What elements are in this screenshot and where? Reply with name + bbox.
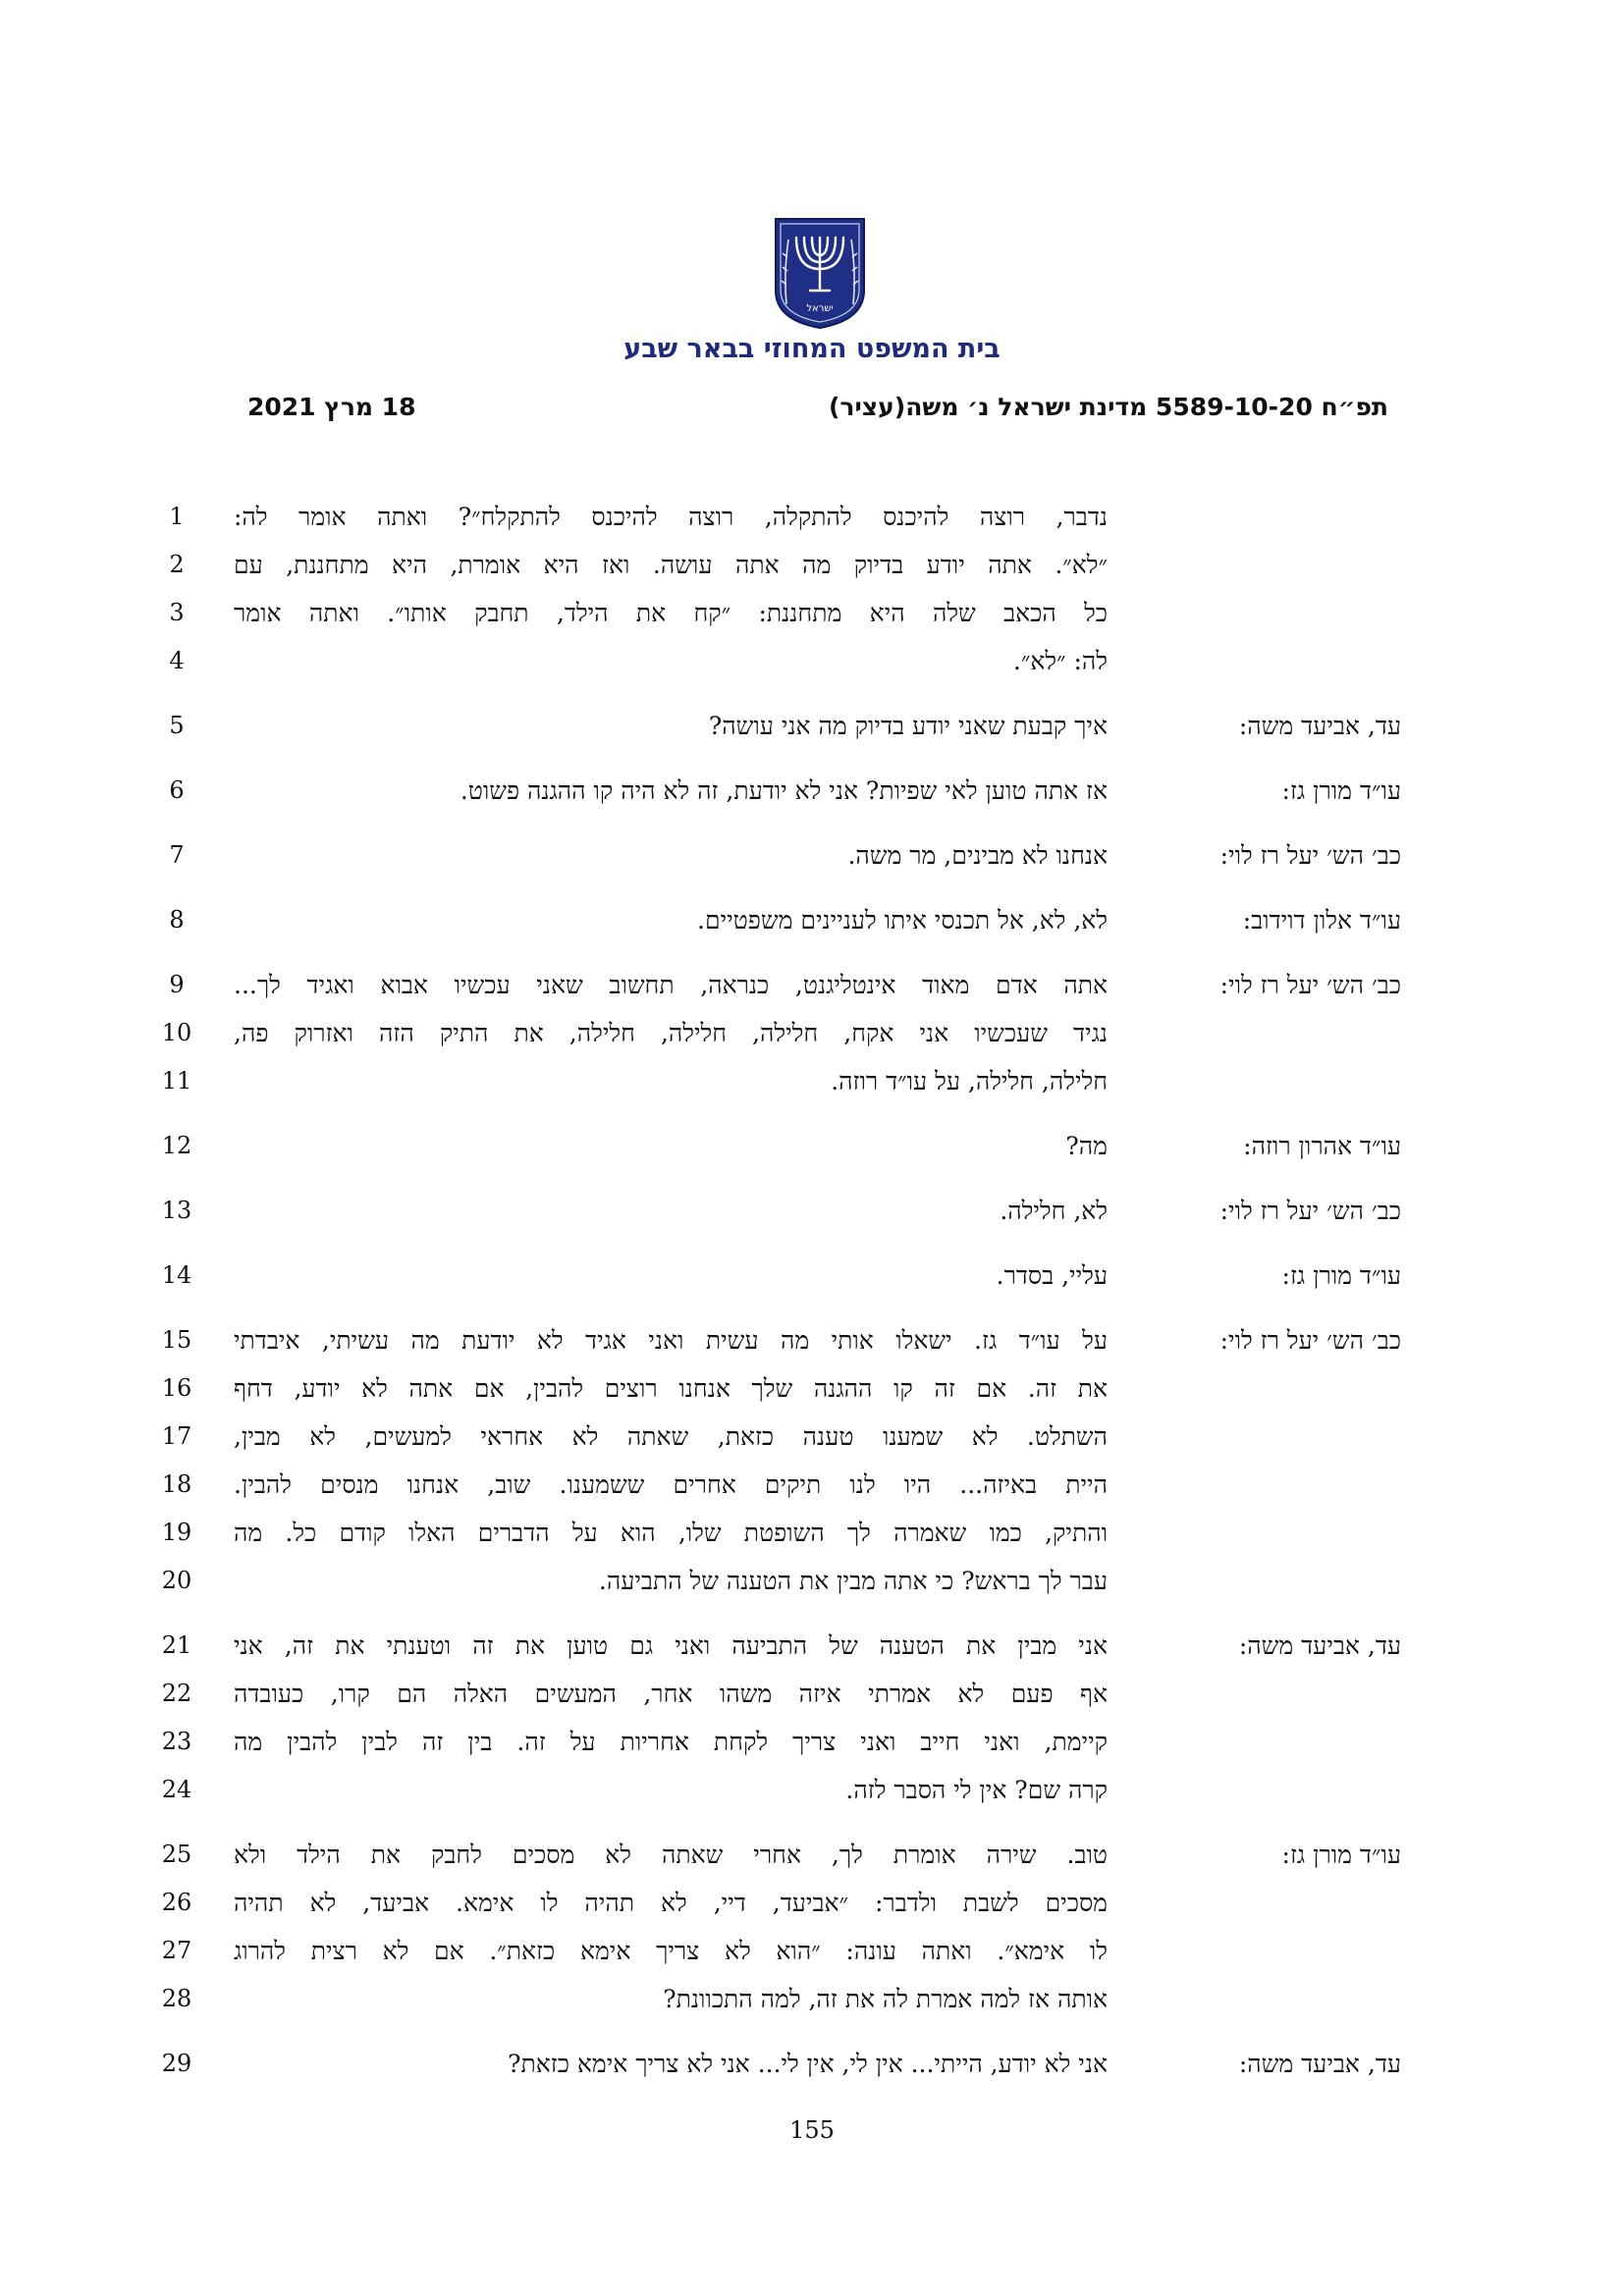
line-number: 3	[169, 599, 185, 626]
speaker-label: עו״ד מורן גז:	[1281, 1261, 1401, 1290]
line-number: 22	[161, 1680, 192, 1707]
line-number: 16	[161, 1374, 192, 1402]
transcript-line: אז אתה טוען לאי שפיות? אני לא יודעת, זה לא היה קו ההגנה פשוט.	[460, 776, 1108, 805]
transcript-line: היית באיזה... היו לנו תיקים אחרים ששמענו. שוב, אנחנו מנסים להבין.	[234, 1470, 1108, 1499]
speaker-label: עו״ד מורן גז:	[1281, 1841, 1401, 1869]
transcript-line: כל הכאב שלה היא מתחננת: ״קח את הילד, תחבק אותו״. ואתה אומר	[234, 599, 1108, 627]
state-emblem-icon	[771, 214, 869, 332]
speaker-label: עד, אביעד משה:	[1238, 712, 1401, 740]
transcript-line: נגיד שעכשיו אני אקח, חלילה, חלילה, חלילה, את התיק הזה ואזרוק פה,	[234, 1019, 1108, 1047]
transcript-line: אני מבין את הטענה של התביעה ואני גם טוען את זה וטענתי את זה, אני	[234, 1631, 1108, 1660]
speaker-label: עו״ד אלון דוידוב:	[1242, 906, 1401, 934]
line-number: 17	[161, 1422, 192, 1450]
transcript-line: מה?	[1065, 1132, 1108, 1160]
speaker-label: עו״ד מורן גז:	[1281, 776, 1401, 805]
line-number: 27	[161, 1937, 192, 1964]
transcript-line: טוב. שירה אומרת לך, אחרי שאתה לא מסכים לחבק את הילד ולא	[234, 1841, 1108, 1869]
case-title: תפ״ח 5589-10-20 מדינת ישראל נ׳ משה(עציר)	[828, 393, 1388, 421]
speaker-label: עו״ד אהרון רוזה:	[1243, 1132, 1401, 1160]
speaker-label: כב׳ הש׳ יעל רז לוי:	[1219, 1326, 1401, 1355]
speaker-label: כב׳ הש׳ יעל רז לוי:	[1219, 1197, 1401, 1225]
line-number: 4	[169, 647, 185, 674]
line-number: 1	[169, 503, 185, 530]
transcript-line: את זה. אם זה קו ההגנה שלך אנחנו רוצים להבין, אם אתה לא יודע, דחף	[234, 1374, 1108, 1403]
transcript-line: עליי, בסדר.	[996, 1261, 1108, 1290]
transcript-line: חלילה, חלילה, על עו״ד רוזה.	[831, 1067, 1108, 1095]
transcript-line: על עו״ד גז. ישאלו אותי מה עשית ואני אגיד לא יודעת מה עשיתי, איבדתי	[234, 1326, 1108, 1355]
line-number: 14	[161, 1261, 192, 1289]
line-number: 20	[161, 1567, 192, 1594]
line-number: 2	[169, 551, 185, 578]
line-number: 23	[161, 1728, 192, 1755]
transcript-line: קיימת, ואני חייב ואני צריך לקחת אחריות על זה. בין זה לבין להבין מה	[234, 1728, 1108, 1756]
transcript-line: לא, לא, אל תכנסי איתו לעניינים משפטיים.	[697, 906, 1108, 934]
line-number: 29	[161, 2050, 192, 2077]
transcript-line: לו אימא״. ואתה עונה: ״הוא לא צריך אימא כזאת״. אם לא רצית להרוג	[234, 1937, 1108, 1965]
line-number: 24	[161, 1776, 192, 1803]
transcript-line: לא, חלילה.	[1000, 1197, 1108, 1225]
speaker-label: כב׳ הש׳ יעל רז לוי:	[1219, 841, 1401, 870]
transcript-line: נדבר, רוצה להיכנס להתקלה, רוצה להיכנס להתקלח״? ואתה אומר לה:	[234, 503, 1108, 531]
transcript-line: והתיק, כמו שאמרה לך השופטת שלו, הוא על הדברים האלו קודם כל. מה	[234, 1519, 1108, 1547]
line-number: 28	[161, 1985, 192, 2012]
case-date: 18 מרץ 2021	[247, 393, 416, 421]
transcript-line: עבר לך בראש? כי אתה מבין את הטענה של התביעה.	[598, 1567, 1108, 1595]
transcript-line: אני לא יודע, הייתי... אין לי, אין לי... אני לא צריך אימא כזאת?	[508, 2050, 1108, 2078]
emblem-text: ישראל	[806, 303, 834, 314]
line-number: 25	[161, 1841, 192, 1868]
speaker-label: עד, אביעד משה:	[1238, 1631, 1401, 1660]
line-number: 11	[161, 1067, 192, 1095]
speaker-label: עד, אביעד משה:	[1238, 2050, 1401, 2078]
transcript-line: קרה שם? אין לי הסבר לזה.	[845, 1776, 1108, 1804]
line-number: 6	[169, 776, 185, 804]
speaker-label: כב׳ הש׳ יעל רז לוי:	[1219, 971, 1401, 999]
line-number: 15	[161, 1326, 192, 1354]
transcript-line: אתה אדם מאוד אינטליגנט, כנראה, תחשוב שאני עכשיו אבוא ואגיד לך...	[234, 971, 1108, 999]
transcript-line: אנחנו לא מבינים, מר משה.	[847, 841, 1108, 870]
transcript-line: אף פעם לא אמרתי איזה משהו אחר, המעשים האלה הם קרו, כעובדה	[234, 1680, 1108, 1708]
transcript-line: לה: ״לא״.	[1012, 647, 1108, 675]
line-number: 5	[169, 712, 185, 739]
line-number: 12	[161, 1132, 192, 1159]
transcript-line: השתלט. לא שמענו טענה כזאת, שאתה לא אחראי למעשים, לא מבין,	[234, 1422, 1108, 1451]
page-number: 155	[789, 2116, 835, 2144]
transcript-line: ״לא״. אתה יודע בדיוק מה אתה עושה. ואז היא אומרת, היא מתחננת, עם	[234, 551, 1108, 579]
transcript-line: אותה אז למה אמרת לה את זה, למה התכוונת?	[663, 1985, 1108, 2013]
line-number: 8	[169, 906, 185, 934]
line-number: 26	[161, 1889, 192, 1916]
line-number: 21	[161, 1631, 192, 1659]
line-number: 10	[161, 1019, 192, 1046]
line-number: 19	[161, 1519, 192, 1546]
line-number: 18	[161, 1470, 192, 1498]
transcript-line: איך קבעת שאני יודע בדיוק מה אני עושה?	[708, 712, 1108, 740]
line-number: 7	[169, 841, 185, 869]
line-number: 13	[161, 1197, 192, 1224]
court-name: בית המשפט המחוזי בבאר שבע	[623, 334, 1001, 364]
transcript-line: מסכים לשבת ולדבר: ״אביעד, דיי, לא תהיה לו אימא. אביעד, לא תהיה	[234, 1889, 1108, 1917]
line-number: 9	[169, 971, 185, 998]
